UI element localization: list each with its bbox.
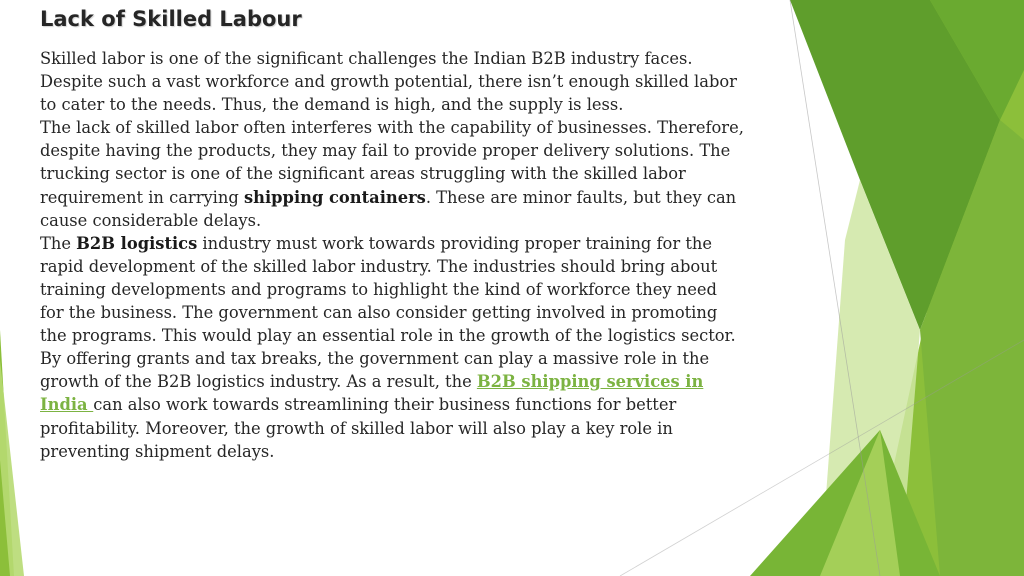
paragraph-3 (40, 232, 745, 347)
paragraph-3-text-a: The (40, 233, 77, 253)
slide-title: Lack of Skilled Labour (40, 7, 302, 31)
paragraph-3-text-b: industry must work towards providing proper training for the rapid development of the skilled labor industry. The industries should bring about training developments and programs to highlight the kind of workforce they need for the business. The government can also consider getting involved in promoting the programs. This would play an essential role in the growth of the logistics sector. (40, 233, 736, 346)
paragraph-4-text-b: can also work towards streamlining their business functions for better profitability. Moreover, the growth of skilled labor will also play a key role in preventing shipment delays. (40, 395, 677, 461)
shipping-containers-bold: shipping containers (243, 187, 426, 207)
b2b-logistics-bold: B2B logistics (76, 233, 198, 253)
paragraph-4-text-a: By offering grants and tax breaks, the government can play a massive role in the growth of the B2B logistics industry. As a result, the (40, 349, 710, 392)
paragraph-4 (40, 347, 745, 462)
paragraph-1: Skilled labor is one of the significant challenges the Indian B2B industry faces. Despite such a vast workforce and growth potential, there isn’t enough skilled labor to cater to the needs. Thus, the demand is high, and the supply is less. (40, 49, 737, 115)
paragraph-2-text-b: . These are minor faults, but they can cause considerable delays. (40, 187, 737, 230)
paragraph-2-text-a: The lack of skilled labor often interferes with the capability of businesses. Therefore, despite having the products, they may fail to provide proper delivery solutions. The trucking sector is one of the significant areas struggling with the skilled labor requirement in carrying (40, 118, 744, 207)
paragraph-2 (40, 116, 745, 231)
b2b-shipping-services-link[interactable]: B2B shipping services in India (40, 372, 704, 415)
slide-body (40, 47, 745, 463)
